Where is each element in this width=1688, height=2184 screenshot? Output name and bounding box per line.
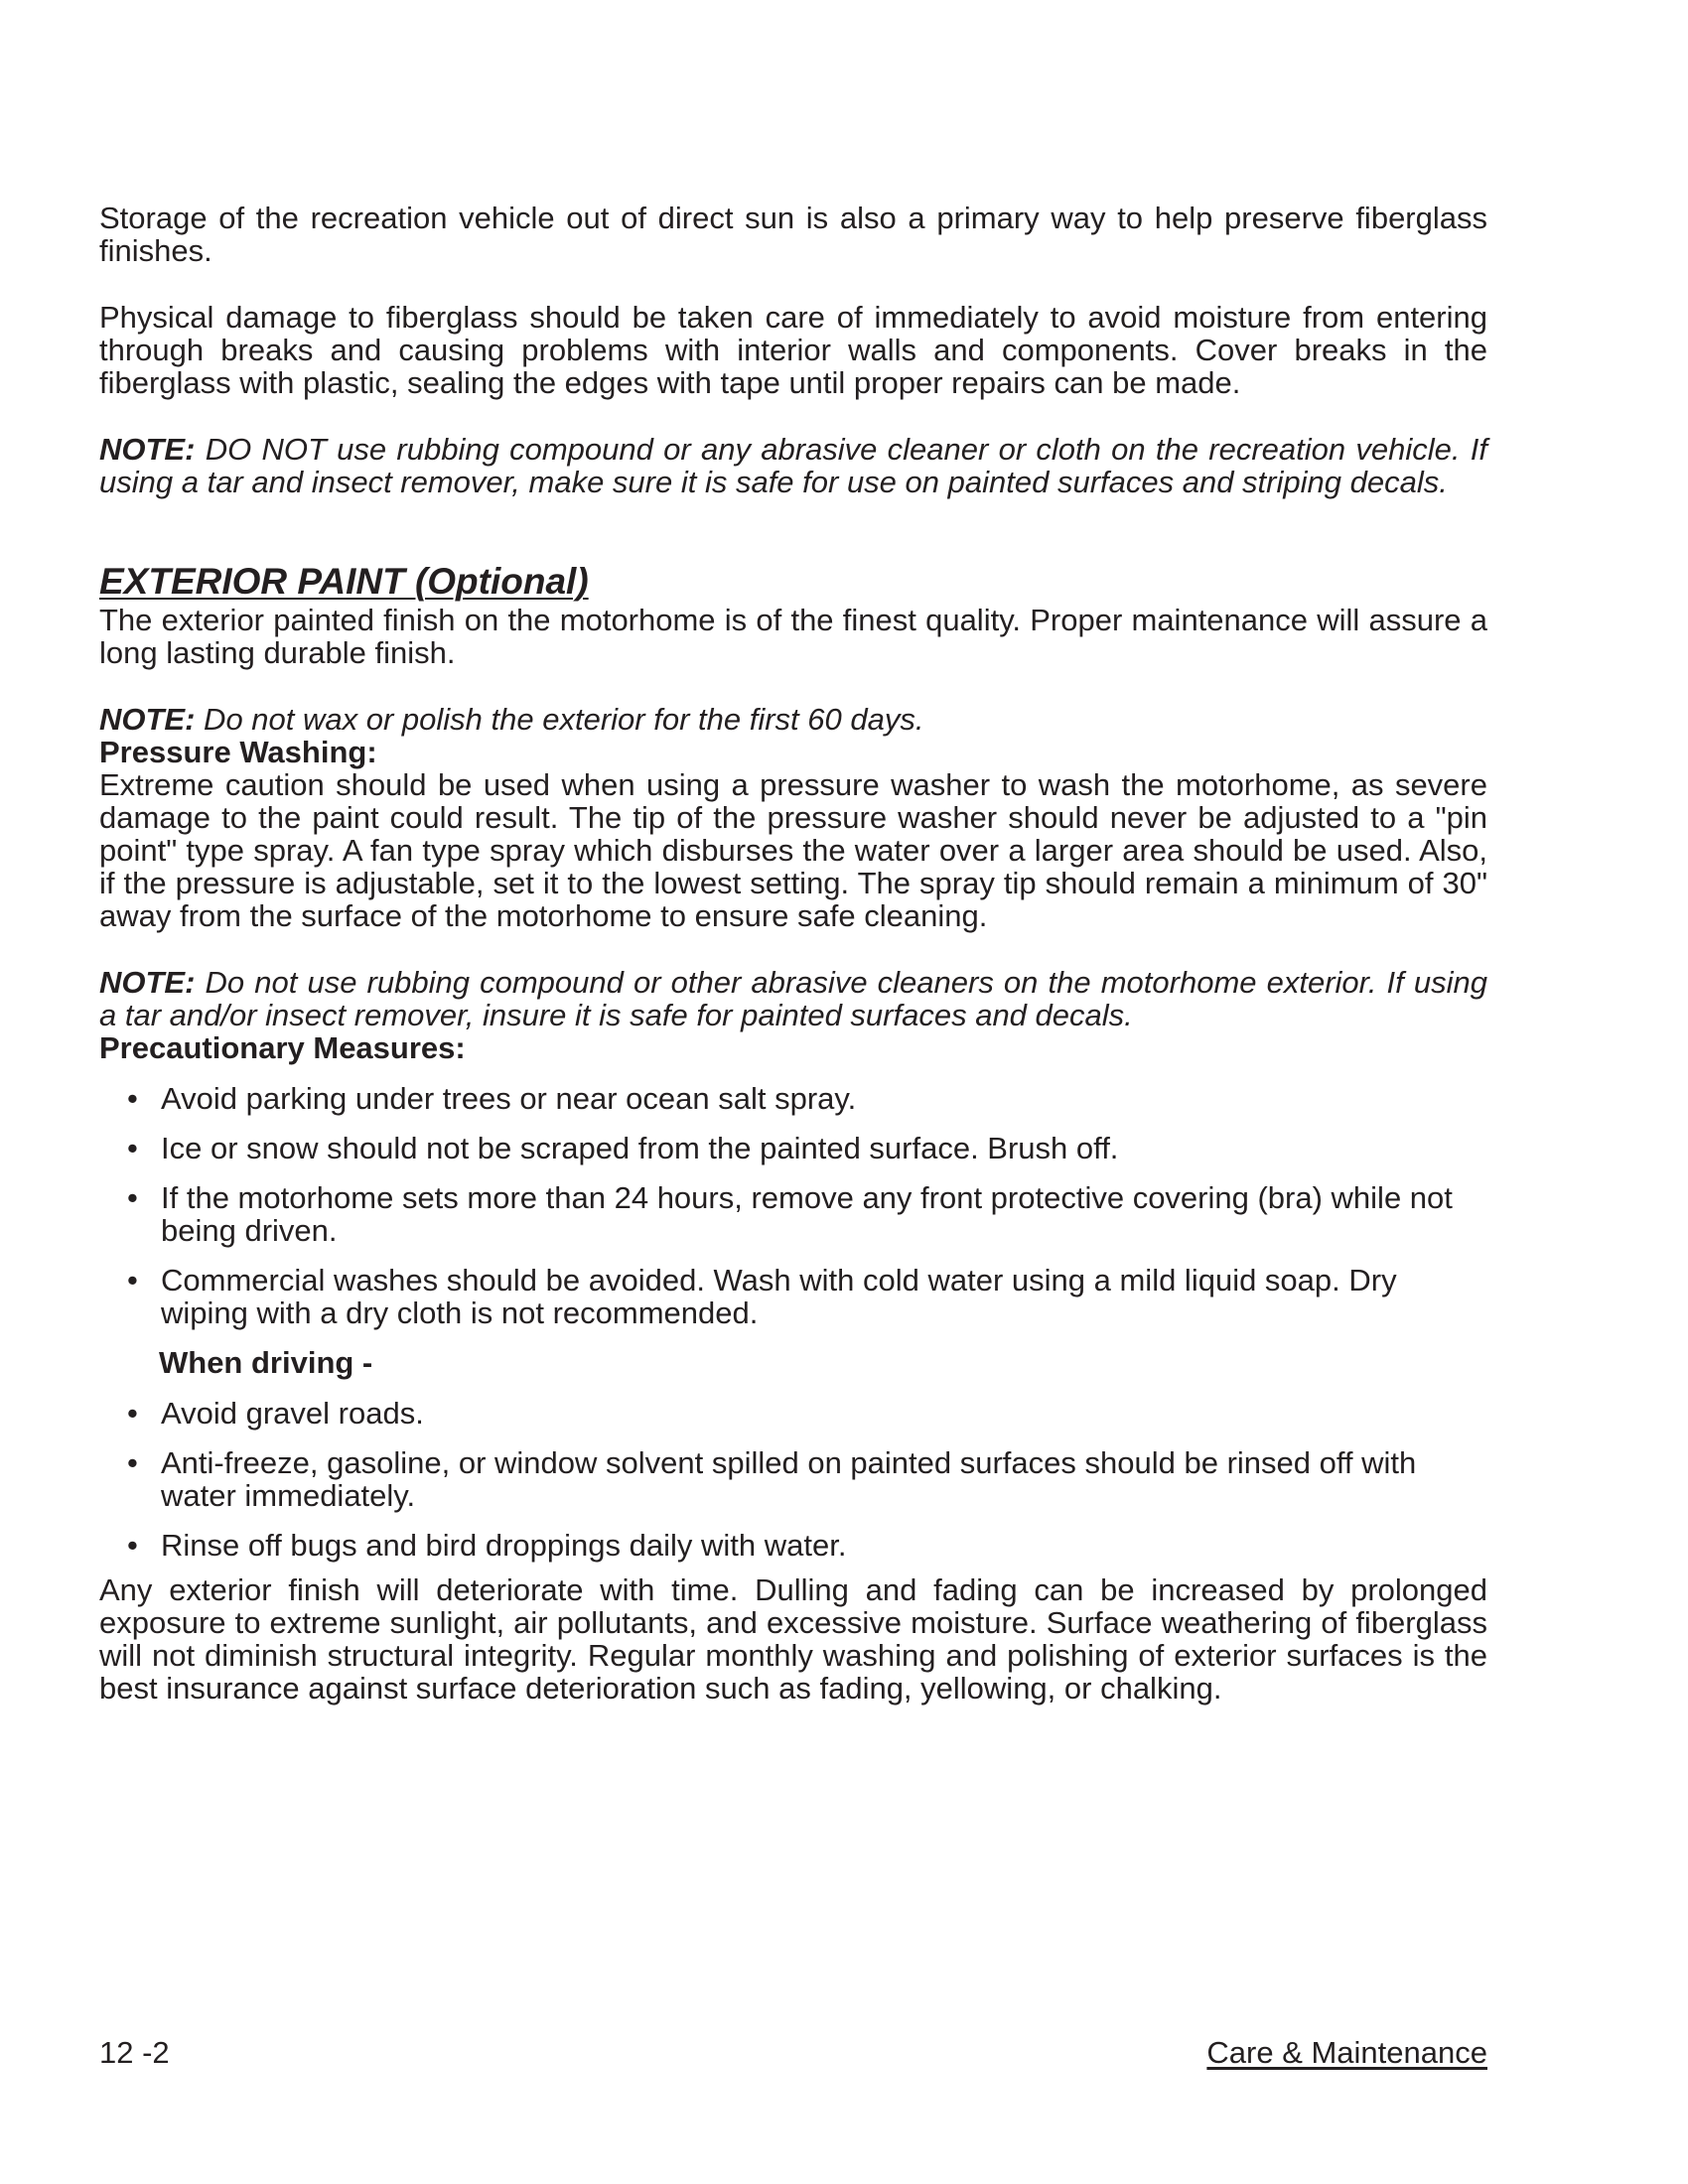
list-item-text: Rinse off bugs and bird droppings daily with water.: [161, 1528, 847, 1563]
list-item: [99, 1529, 1487, 1562]
physical-damage-paragraph: Physical damage to fiberglass should be taken care of immediately to avoid moisture from entering through breaks and causing problems with interior walls and components. Cover breaks in the fiberglass with plastic, sealing the edges with tape until proper repairs can be made.: [99, 300, 1487, 400]
list-item-text: Avoid parking under trees or near ocean salt spray.: [161, 1081, 857, 1116]
note-text: DO NOT use rubbing compound or any abrasive cleaner or cloth on the recreation vehicle. If using a tar and insect remover, make sure it is safe for use on painted surfaces and striping decals.: [99, 432, 1487, 499]
bullet-icon: •: [127, 1180, 138, 1215]
list-item-text: Ice or snow should not be scraped from the painted surface. Brush off.: [161, 1131, 1119, 1165]
note-text: Do not wax or polish the exterior for the first 60 days.: [195, 702, 924, 737]
driving-list: [99, 1397, 1487, 1562]
note-abrasive-cleaners: [99, 966, 1487, 1031]
bullet-icon: •: [127, 1131, 138, 1165]
list-item: [99, 1082, 1487, 1115]
bullet-icon: •: [127, 1445, 138, 1480]
note-label: NOTE:: [99, 965, 196, 1000]
list-item-text: Anti-freeze, gasoline, or window solvent spilled on painted surfaces should be rinsed off with water immediately.: [161, 1445, 1417, 1513]
precautionary-measures-heading: Precautionary Measures:: [99, 1030, 466, 1065]
list-item: [99, 1397, 1487, 1430]
note-rubbing-compound: [99, 433, 1487, 498]
list-item-text: If the motorhome sets more than 24 hours, remove any front protective covering (bra) while not being driven.: [161, 1180, 1453, 1248]
section-heading-exterior-paint: EXTERIOR PAINT (Optional): [99, 561, 589, 602]
bullet-icon: •: [127, 1081, 138, 1116]
storage-paragraph: Storage of the recreation vehicle out of direct sun is also a primary way to help preserve fiberglass finishes.: [99, 201, 1487, 268]
pressure-washing-heading: Pressure Washing:: [99, 735, 377, 769]
page-content: [99, 202, 1487, 1705]
list-item: [99, 1181, 1487, 1247]
list-item: [99, 1264, 1487, 1329]
bullet-icon: •: [127, 1396, 138, 1431]
footer-section-title: Care & Maintenance: [1206, 2035, 1487, 2070]
list-item: [99, 1446, 1487, 1512]
bullet-icon: •: [127, 1263, 138, 1297]
note-wax: [99, 703, 1487, 736]
page-number: 12 -2: [99, 2035, 170, 2070]
note-label: NOTE:: [99, 432, 196, 467]
exterior-paint-intro: The exterior painted finish on the motorhome is of the finest quality. Proper maintenance will assure a long lasting durable finish.: [99, 603, 1487, 670]
list-item-text: Commercial washes should be avoided. Wash with cold water using a mild liquid soap. Dry wiping with a dry cloth is not recommended.: [161, 1263, 1397, 1330]
list-item: [99, 1132, 1487, 1164]
note-text: Do not use rubbing compound or other abrasive cleaners on the motorhome exterior. If using a tar and/or insect remover, insure it is safe for painted surfaces and decals.: [99, 965, 1487, 1032]
precautions-list: [99, 1082, 1487, 1329]
when-driving-heading: When driving -: [159, 1345, 373, 1380]
list-item-text: Avoid gravel roads.: [161, 1396, 424, 1431]
closing-paragraph: Any exterior finish will deteriorate with time. Dulling and fading can be increased by prolonged exposure to extreme sunlight, air pollutants, and excessive moisture. Surface weathering of fiberglass will not diminish structural integrity. Regular monthly washing and polishing of exterior surfaces is the best insurance against surface deterioration such as fading, yellowing, or chalking.: [99, 1572, 1487, 1706]
pressure-washing-paragraph: Extreme caution should be used when using a pressure washer to wash the motorhome, as severe damage to the paint could result. The tip of the pressure washer should never be adjusted to a "pin point" type spray. A fan type spray which disburses the water over a larger area should be used. Also, if the pressure is adjustable, set it to the lowest setting. The spray tip should remain a minimum of 30" away from the surface of the motorhome to ensure safe cleaning.: [99, 767, 1487, 933]
note-label: NOTE:: [99, 702, 196, 737]
bullet-icon: •: [127, 1528, 138, 1563]
